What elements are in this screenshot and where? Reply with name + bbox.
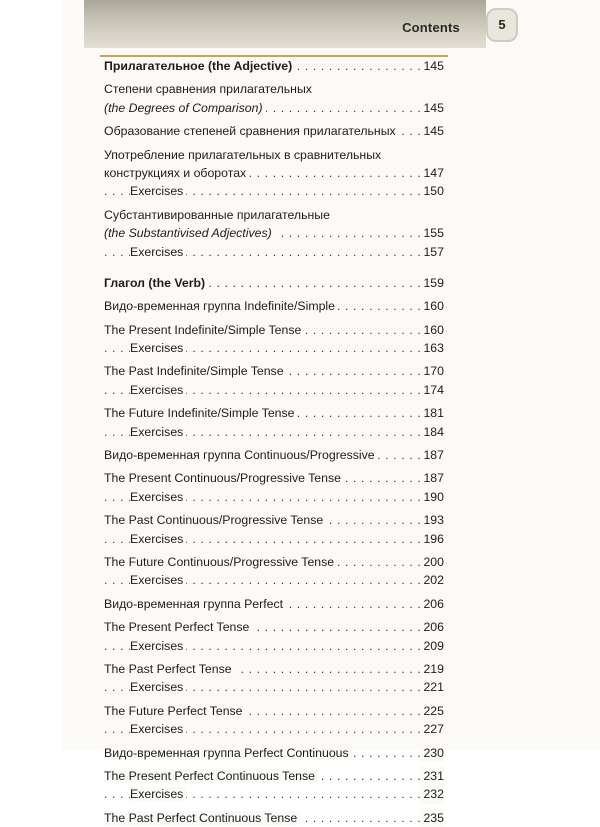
toc-line <box>104 381 444 399</box>
toc-line <box>104 809 444 827</box>
toc-entry-title: The Future Continuous/Progressive Tense <box>104 555 337 569</box>
toc-entry-title: Образование степеней сравнения прилагательных <box>104 124 399 138</box>
toc-entry-title: Exercises <box>130 573 186 587</box>
toc-entry <box>104 595 444 613</box>
toc-entry <box>104 297 444 315</box>
toc-exercises-entry <box>104 423 444 441</box>
toc-entry <box>104 122 444 140</box>
toc-entry-title: Exercises <box>130 680 186 694</box>
toc-entry-title: конструкциях и оборотах <box>104 166 249 180</box>
toc-entry-title: Exercises <box>130 341 186 355</box>
toc-entry <box>104 809 444 827</box>
toc-line <box>104 678 444 696</box>
toc-entry-title: The Present Indefinite/Simple Tense <box>104 323 304 337</box>
toc-entry-title: Употребление прилагательных в сравнительных <box>104 148 384 162</box>
toc-line <box>104 637 444 655</box>
toc-line <box>104 469 444 487</box>
toc-line <box>104 618 444 636</box>
toc-line <box>104 595 444 613</box>
toc-line <box>104 571 444 589</box>
toc-exercises-entry <box>104 720 444 738</box>
toc-line <box>104 182 444 200</box>
toc-entry <box>104 511 444 529</box>
toc-entry-title: Прилагательное (the Adjective) <box>104 59 295 73</box>
toc-entry-title: Exercises <box>130 245 186 259</box>
toc-line <box>104 530 444 548</box>
toc-line <box>104 423 444 441</box>
toc-entry-title: Exercises <box>130 722 186 736</box>
toc-page-number: 231 <box>420 767 444 785</box>
toc-page-number: 235 <box>420 809 444 827</box>
toc-page-number: 163 <box>420 339 444 357</box>
toc-page-number: 145 <box>420 122 444 140</box>
toc-exercises-entry <box>104 571 444 589</box>
toc-entry-title: The Future Indefinite/Simple Tense <box>104 406 297 420</box>
page-number: 5 <box>498 17 506 32</box>
toc-entry-title: The Present Perfect Continuous Tense <box>104 769 318 783</box>
toc-exercises-entry <box>104 381 444 399</box>
toc-entry-title: Видо-временная группа Perfect Continuous <box>104 746 352 760</box>
toc-entry-title: Степени сравнения прилагательных <box>104 82 315 96</box>
toc-entry-title: Exercises <box>130 184 186 198</box>
page-margin-left <box>0 0 62 750</box>
toc-exercises-entry <box>104 243 444 261</box>
toc-exercises-entry <box>104 339 444 357</box>
toc-line <box>104 146 444 164</box>
toc-entry-title: Глагол (the Verb) <box>104 276 208 290</box>
toc-entry <box>104 553 444 571</box>
toc-line <box>104 744 444 762</box>
toc-entry-title: The Future Perfect Tense <box>104 704 246 718</box>
toc-exercises-entry <box>104 488 444 506</box>
toc-entry-title: Exercises <box>130 532 186 546</box>
toc-entry <box>104 146 444 183</box>
toc-page-number: 147 <box>420 164 444 182</box>
toc-entry-title: Видо-временная группа Perfect <box>104 597 286 611</box>
toc-entry <box>104 446 444 464</box>
toc-line <box>104 767 444 785</box>
toc-entry-title: The Past Indefinite/Simple Tense <box>104 364 287 378</box>
toc-page-number: 160 <box>420 297 444 315</box>
toc-page-number: 193 <box>420 511 444 529</box>
toc-page-number: 219 <box>420 660 444 678</box>
toc-line <box>104 511 444 529</box>
toc-page-number: 221 <box>420 678 444 696</box>
toc-entry <box>104 404 444 422</box>
running-header <box>84 0 486 48</box>
toc-entry <box>104 57 444 75</box>
toc-page-number: 170 <box>420 362 444 380</box>
toc-exercises-entry <box>104 182 444 200</box>
toc-entry-title: (the Substantivised Adjectives) <box>104 226 275 240</box>
toc-entry <box>104 744 444 762</box>
toc-line <box>104 720 444 738</box>
toc-entry <box>104 660 444 678</box>
toc-line <box>104 224 444 242</box>
toc-entry-title: Видо-временная группа Continuous/Progressive <box>104 448 378 462</box>
toc-entry-title: Exercises <box>130 787 186 801</box>
toc-page-number: 187 <box>420 469 444 487</box>
toc-entry-title: The Past Perfect Tense <box>104 662 235 676</box>
toc-entry <box>104 469 444 487</box>
toc-entry <box>104 274 444 292</box>
toc-line <box>104 339 444 357</box>
toc-entry <box>104 362 444 380</box>
toc-page-number: 190 <box>420 488 444 506</box>
toc-line <box>104 122 444 140</box>
toc-line <box>104 206 444 224</box>
toc-entry-title: Видо-временная группа Indefinite/Simple <box>104 299 338 313</box>
toc-line <box>104 321 444 339</box>
toc-page-number: 227 <box>420 720 444 738</box>
toc-entry <box>104 702 444 720</box>
toc-entry <box>104 618 444 636</box>
toc-page-number: 155 <box>420 224 444 242</box>
header-title: Contents <box>402 20 460 35</box>
toc-page-number: 206 <box>420 618 444 636</box>
toc-line <box>104 446 444 464</box>
toc-page-number: 187 <box>420 446 444 464</box>
toc-entry-title: The Present Continuous/Progressive Tense <box>104 471 344 485</box>
toc-entry-title: Субстантивированные прилагательные <box>104 208 333 222</box>
toc-page-number: 160 <box>420 321 444 339</box>
toc-page-number: 206 <box>420 595 444 613</box>
toc-line <box>104 80 444 98</box>
toc-line <box>104 362 444 380</box>
toc-entry-title: Exercises <box>130 425 186 439</box>
toc-line <box>104 243 444 261</box>
toc-page-number: 196 <box>420 530 444 548</box>
toc-line <box>104 404 444 422</box>
toc-page-number: 174 <box>420 381 444 399</box>
toc-line <box>104 164 444 182</box>
toc-line <box>104 702 444 720</box>
toc-entry-title: Exercises <box>130 490 186 504</box>
toc-entry <box>104 767 444 785</box>
toc-line <box>104 274 444 292</box>
toc-page-number: 184 <box>420 423 444 441</box>
toc-entry-title: Exercises <box>130 383 186 397</box>
toc-page-number: 145 <box>420 99 444 117</box>
toc-page-number: 232 <box>420 785 444 803</box>
toc-page-number: 145 <box>420 57 444 75</box>
toc-entry <box>104 80 444 117</box>
toc-line <box>104 57 444 75</box>
toc-page-number: 200 <box>420 553 444 571</box>
toc-page-number: 230 <box>420 744 444 762</box>
toc-entry <box>104 321 444 339</box>
toc-page-number: 181 <box>420 404 444 422</box>
toc-page-number: 159 <box>420 274 444 292</box>
table-of-contents <box>104 57 444 827</box>
toc-exercises-entry <box>104 637 444 655</box>
page-number-tab <box>486 8 518 42</box>
toc-entry-title: Exercises <box>130 639 186 653</box>
toc-entry-title: The Past Perfect Continuous Tense <box>104 811 300 825</box>
toc-exercises-entry <box>104 785 444 803</box>
toc-entry-title: The Past Continuous/Progressive Tense <box>104 513 326 527</box>
toc-entry-title: The Present Perfect Tense <box>104 620 252 634</box>
toc-exercises-entry <box>104 530 444 548</box>
toc-page-number: 209 <box>420 637 444 655</box>
toc-line <box>104 488 444 506</box>
toc-exercises-entry <box>104 678 444 696</box>
toc-page-number: 157 <box>420 243 444 261</box>
toc-entry <box>104 206 444 243</box>
toc-line <box>104 553 444 571</box>
toc-entry-title: (the Degrees of Comparison) <box>104 101 266 115</box>
toc-line <box>104 660 444 678</box>
toc-line <box>104 99 444 117</box>
toc-page-number: 225 <box>420 702 444 720</box>
toc-page-number: 150 <box>420 182 444 200</box>
toc-line <box>104 785 444 803</box>
toc-line <box>104 297 444 315</box>
toc-page-number: 202 <box>420 571 444 589</box>
